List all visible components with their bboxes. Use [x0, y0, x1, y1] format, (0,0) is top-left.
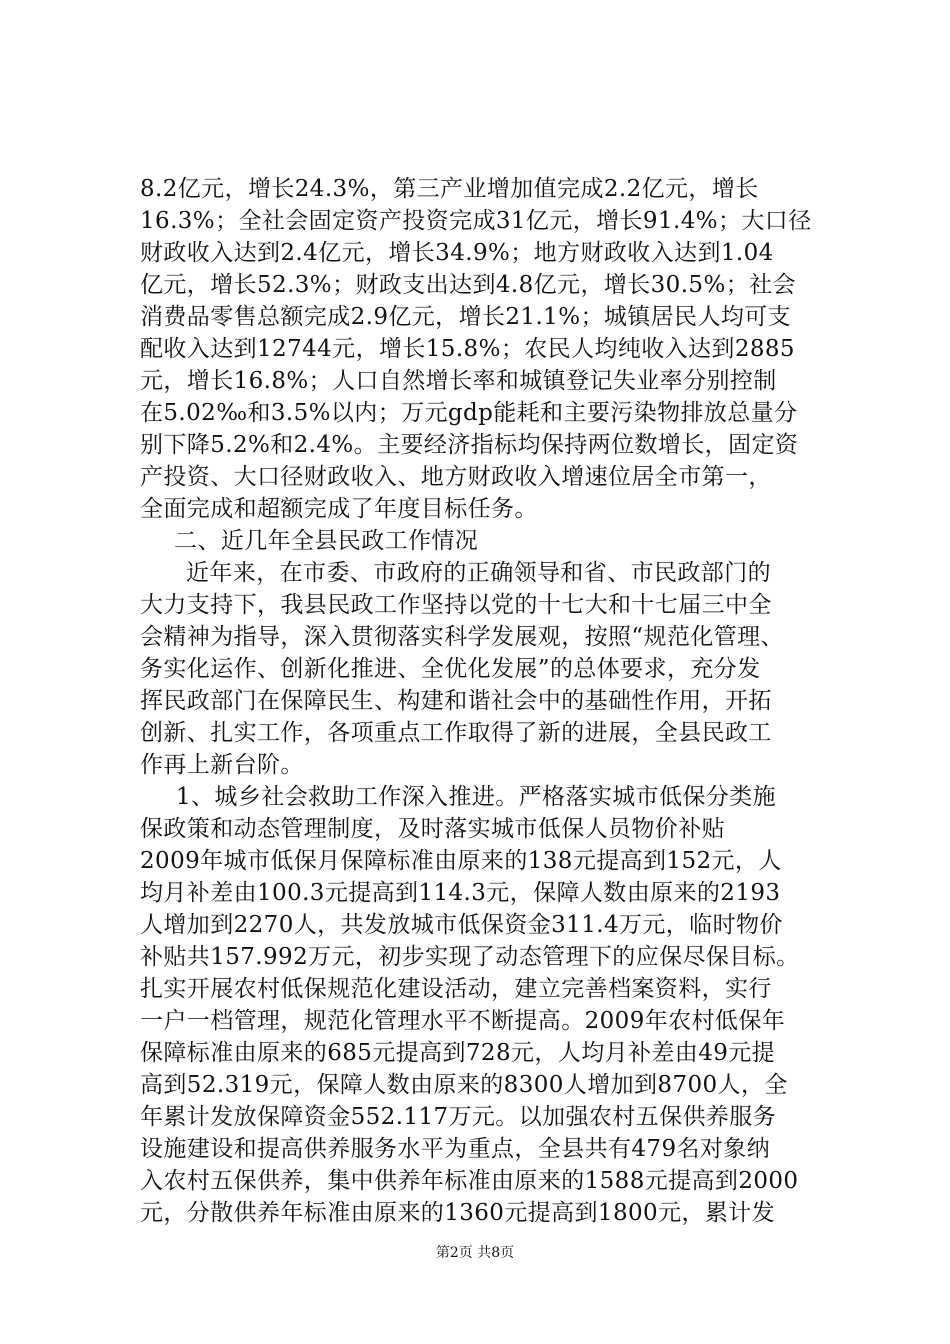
- text-line: 在5.02‰和3.5%以内；万元gdp能耗和主要污染物排放总量分: [140, 400, 798, 426]
- text-line: 设施建设和提高供养服务水平为重点，全县共有479名对象纳: [140, 1136, 771, 1162]
- text-line: 16.3%；全社会固定资产投资完成31亿元，增长91.4%；大口径: [140, 208, 812, 234]
- text-line: 别下降5.2%和2.4%。主要经济指标均保持两位数增长，固定资: [140, 432, 799, 458]
- text-line: 保政策和动态管理制度，及时落实城市低保人员物价补贴: [140, 816, 725, 842]
- text-line: 产投资、大口径财政收入、地方财政收入增速位居全市第一，: [140, 464, 772, 490]
- text-line: 保障标准由原来的685元提高到728元，人均月补差由49元提: [140, 1040, 776, 1066]
- text-line: 全面完成和超额完成了年度目标任务。: [140, 496, 538, 522]
- text-line: 创新、扎实工作，各项重点工作取得了新的进展，全县民政工: [140, 720, 772, 746]
- text-line: 高到52.319元，保障人数由原来的8300人增加到8700人，全: [140, 1072, 788, 1098]
- page-number: 第2页 共8页: [435, 1245, 515, 1261]
- text-line: 元，分散供养年标准由原来的1360元提高到1800元，累计发: [140, 1200, 776, 1226]
- text-line: 2009年城市低保月保障标准由原来的138元提高到152元，人: [140, 848, 782, 874]
- text-line: 补贴共157.992万元，初步实现了动态管理下的应保尽保目标。: [140, 944, 800, 970]
- text-line: 人增加到2270人，共发放城市低保资金311.4万元，临时物价: [140, 912, 783, 938]
- text-line: 财政收入达到2.4亿元，增长34.9%；地方财政收入达到1.04: [140, 240, 774, 266]
- text-line: 亿元，增长52.3%；财政支出达到4.8亿元，增长30.5%；社会: [140, 272, 796, 298]
- paragraph-first-line: 1、城乡社会救助工作深入推进。严格落实城市低保分类施: [176, 784, 777, 810]
- body-text: [140, 173, 840, 1229]
- text-line: 一户一档管理，规范化管理水平不断提高。2009年农村低保年: [140, 1008, 786, 1034]
- text-line: 配收入达到12744元，增长15.8%；农民人均纯收入达到2885: [140, 336, 795, 362]
- text-line: 挥民政部门在保障民生、构建和谐社会中的基础性作用，开拓: [140, 688, 772, 714]
- section-heading: 二、近几年全县民政工作情况: [174, 528, 479, 554]
- text-line: 务实化运作、创新化推进、全优化发展”的总体要求，充分发: [140, 656, 761, 682]
- text-line: 均月补差由100.3元提高到114.3元，保障人数由原来的2193: [140, 880, 781, 906]
- text-line: 大力支持下，我县民政工作坚持以党的十七大和十七届三中全: [140, 592, 772, 618]
- text-line: 年累计发放保障资金552.117万元。以加强农村五保供养服务: [140, 1104, 777, 1130]
- text-line: 会精神为指导，深入贯彻落实科学发展观，按照“规范化管理、: [140, 624, 784, 650]
- text-line: 8.2亿元，增长24.3%，第三产业增加值完成2.2亿元，增长: [140, 176, 759, 202]
- text-line: 入农村五保供养，集中供养年标准由原来的1588元提高到2000: [140, 1168, 799, 1194]
- text-line: 作再上新台阶。: [140, 752, 304, 778]
- text-line: 元，增长16.8%；人口自然增长率和城镇登记失业率分别控制: [140, 368, 777, 394]
- page-footer: [0, 1243, 950, 1263]
- paragraph-first-line: 近年来，在市委、市政府的正确领导和省、市民政部门的: [186, 560, 771, 586]
- text-line: 消费品零售总额完成2.9亿元，增长21.1%；城镇居民人均可支: [140, 304, 792, 330]
- text-line: 扎实开展农村低保规范化建设活动，建立完善档案资料，实行: [140, 976, 772, 1002]
